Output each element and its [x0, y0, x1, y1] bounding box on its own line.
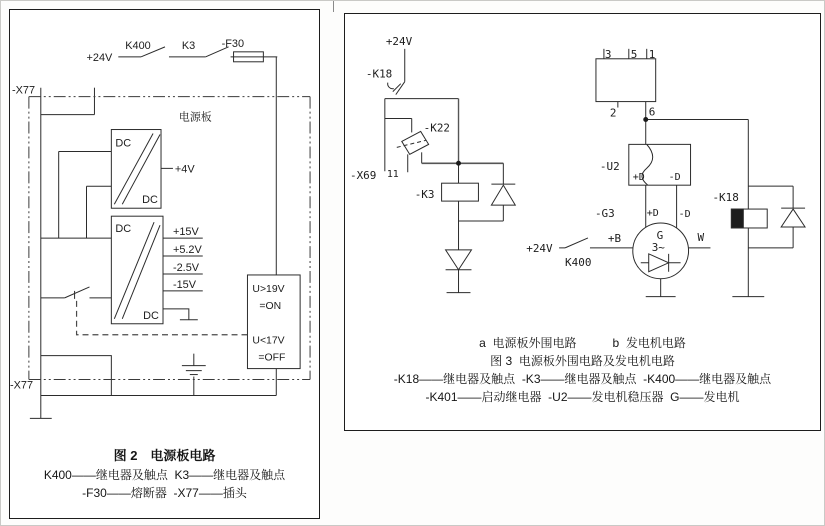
label-dc1-in: DC — [115, 137, 132, 150]
k18-flyback-diode — [781, 208, 805, 227]
label-gen-minus-d: -D — [678, 209, 691, 221]
label-gen-g: G — [656, 228, 664, 242]
label-gen-plus-d: +D — [646, 208, 659, 220]
series-diode — [446, 250, 472, 270]
label-f30: -F30 — [221, 37, 245, 50]
label-24v-a: +24V — [385, 34, 413, 48]
k3-relay-coil — [442, 183, 479, 201]
figure2-schematic — [10, 10, 319, 518]
fig2-caption-legend2: -F30——熔断器 -X77——插头 — [82, 486, 247, 500]
label-24v: +24V — [86, 51, 113, 64]
junction-dot-b — [643, 117, 648, 122]
label-u-off: =OFF — [258, 352, 286, 364]
label-dc2-out: DC — [143, 309, 159, 322]
label-minus2v5: -2.5V — [172, 261, 200, 274]
label-power-board: 电源板 — [178, 111, 212, 124]
k22-contact-symbol — [397, 131, 429, 154]
label-g3: -G3 — [594, 207, 615, 221]
fig3-caption-sub: a 电源板外围电路 b 发电机电路 — [479, 336, 686, 350]
label-k3-coil: -K3 — [414, 188, 435, 202]
figure2-panel — [9, 9, 320, 519]
k3-flyback-diode — [491, 184, 515, 205]
label-k3-contact: K3 — [181, 39, 196, 52]
fig2-caption-legend1: K400——继电器及触点 K3——继电器及触点 — [43, 468, 286, 482]
label-x69-pin11: 11 — [386, 169, 399, 181]
figure3-panel — [344, 13, 821, 431]
k18-relay-coil — [731, 209, 767, 228]
label-plus4v: +4V — [174, 163, 195, 176]
label-u-gt19: U>19V — [252, 283, 285, 295]
label-pin3: 3 — [604, 47, 612, 61]
label-k400-contact: K400 — [125, 39, 151, 52]
label-k22: -K22 — [423, 121, 451, 135]
label-pin1: 1 — [648, 47, 656, 61]
label-plus15v: +15V — [172, 226, 199, 239]
label-pin5: 5 — [630, 47, 638, 61]
fig2-caption-title: 图 2 电源板电路 — [113, 448, 216, 463]
label-k18-coil: -K18 — [712, 191, 739, 205]
label-u-lt17: U<17V — [252, 335, 285, 347]
label-u2: -U2 — [599, 160, 620, 174]
fig3-caption-title: 图 3 电源板外围电路及发电机电路 — [490, 354, 675, 368]
fuse-f30-symbol — [234, 52, 264, 62]
label-dc1-out: DC — [142, 194, 158, 207]
label-plus-b: +B — [607, 231, 622, 245]
label-x77-top: -X77 — [11, 84, 36, 97]
label-plus5v2: +5.2V — [172, 244, 202, 257]
label-w: W — [697, 230, 705, 244]
label-u2-plus-d: +D — [632, 172, 645, 184]
fig3-caption-legend2: -K401——启动继电器 -U2——发电机稳压器 G——发电机 — [425, 390, 740, 404]
junction-dot-a — [456, 161, 461, 166]
label-x77-bottom: -X77 — [10, 379, 34, 392]
label-u2-minus-d: -D — [668, 172, 681, 184]
label-u-on: =ON — [259, 300, 282, 312]
label-gen-3ph: 3~ — [651, 240, 665, 254]
page-column-divider — [333, 1, 334, 12]
label-x69: -X69 — [349, 169, 377, 183]
label-minus15v: -15V — [172, 278, 197, 291]
label-pin6: 6 — [648, 105, 656, 119]
label-k400: K400 — [565, 255, 592, 269]
connector-box — [596, 59, 656, 102]
label-pin2: 2 — [609, 106, 617, 120]
label-k18-contact: -K18 — [365, 67, 393, 81]
label-24v-b: +24V — [526, 241, 553, 255]
fig3-caption-legend1: -K18——继电器及触点 -K3——继电器及触点 -K400——继电器及触点 — [393, 372, 772, 386]
label-dc2-in: DC — [115, 223, 132, 236]
